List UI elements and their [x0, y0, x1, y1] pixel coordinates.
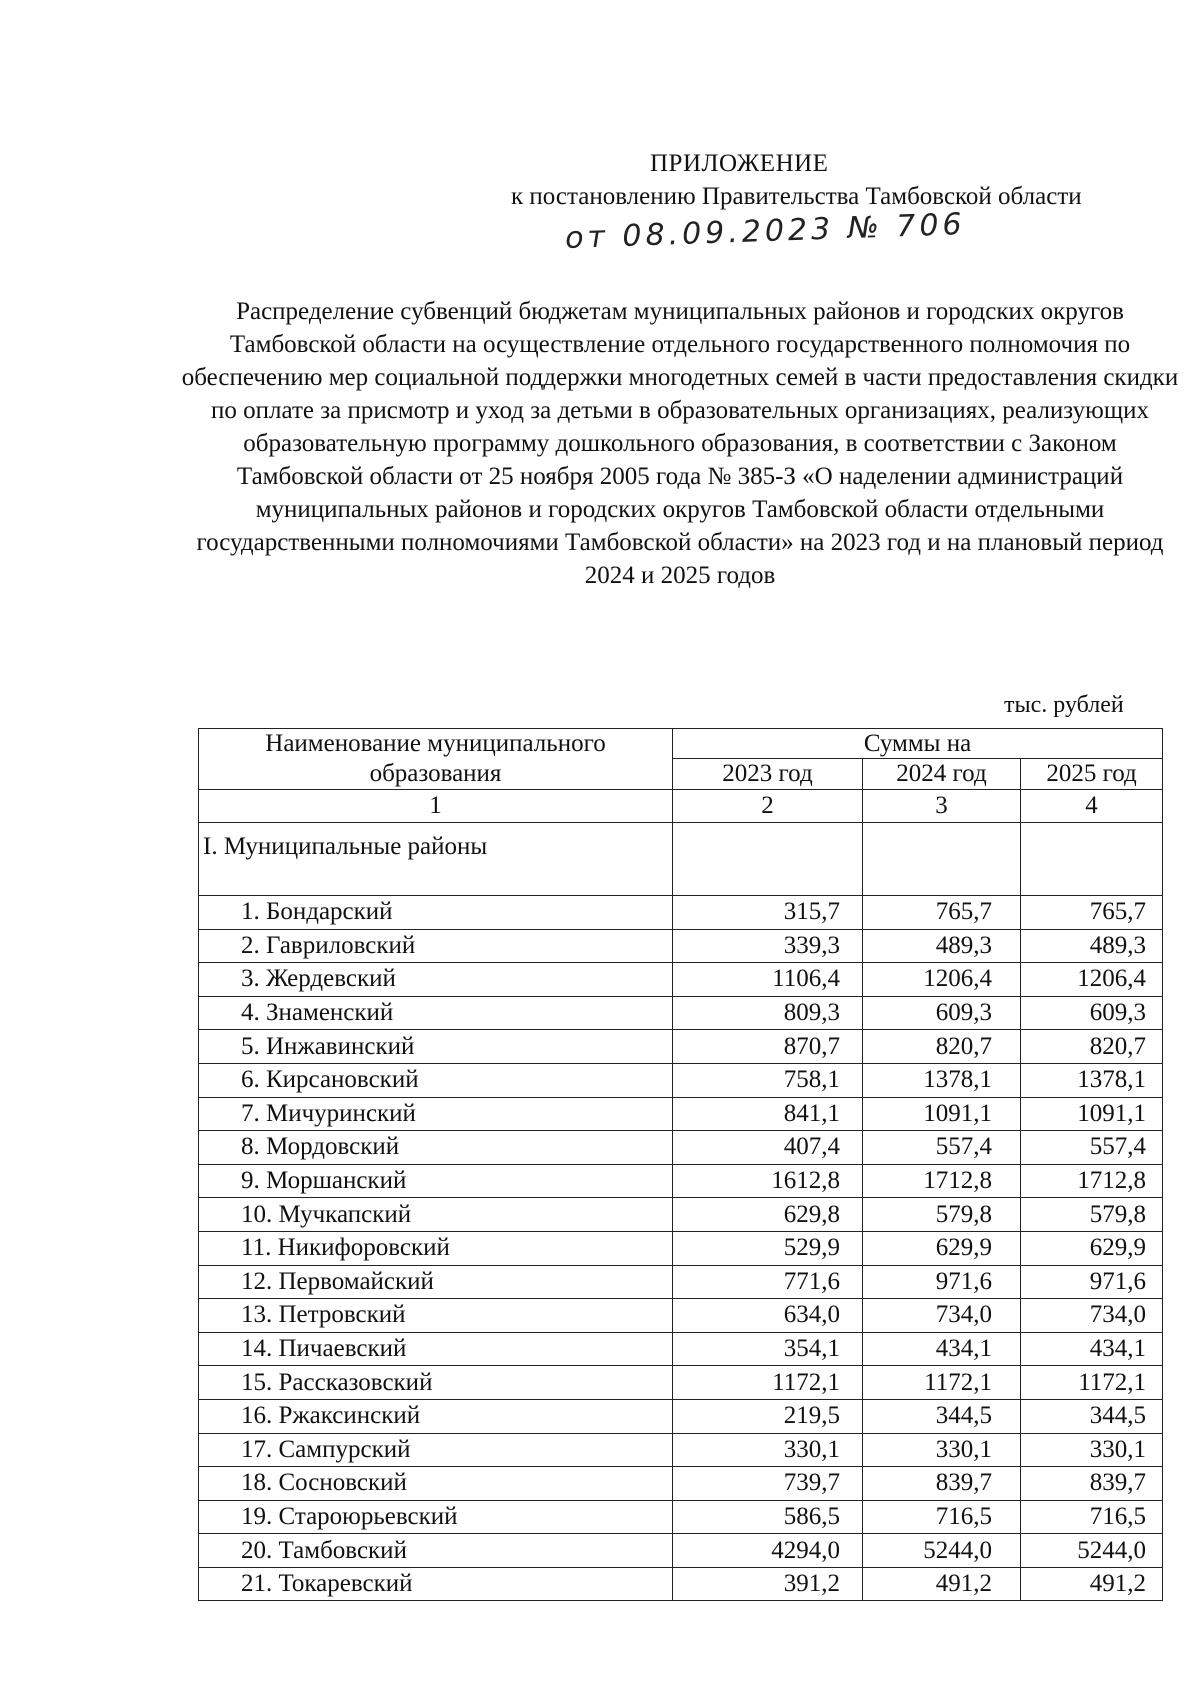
units-label: тыс. рублей: [1004, 692, 1124, 718]
appendix-title: ПРИЛОЖЕНИЕ: [650, 150, 829, 177]
column-header-sums: Суммы на: [673, 729, 1163, 759]
column-number-1: 1: [199, 790, 673, 823]
table-row: [199, 1534, 1163, 1568]
row-value-2024: 344,5: [863, 1399, 1021, 1433]
row-name: 19. Староюрьевский: [199, 1500, 673, 1534]
table-row: [199, 996, 1163, 1030]
row-value-2024: 820,7: [863, 1030, 1021, 1064]
row-value-2024: 489,3: [863, 929, 1021, 963]
table-row: [199, 1332, 1163, 1366]
row-name: 2. Гавриловский: [199, 929, 673, 963]
row-value-2023: 354,1: [673, 1332, 863, 1366]
row-value-2024: 579,8: [863, 1198, 1021, 1232]
table-row: [199, 1131, 1163, 1165]
table-row: [199, 1299, 1163, 1333]
distribution-table: [198, 728, 1163, 1601]
row-name: 14. Пичаевский: [199, 1332, 673, 1366]
table-row: [199, 963, 1163, 997]
row-name: 12. Первомайский: [199, 1265, 673, 1299]
row-value-2024: 716,5: [863, 1500, 1021, 1534]
row-value-2024: 491,2: [863, 1567, 1021, 1601]
row-value-2025: 1172,1: [1021, 1366, 1163, 1400]
row-name: 10. Мучкапский: [199, 1198, 673, 1232]
row-value-2023: 529,9: [673, 1231, 863, 1265]
row-name: 13. Петровский: [199, 1299, 673, 1333]
row-name: 7. Мичуринский: [199, 1097, 673, 1131]
row-value-2023: 1106,4: [673, 963, 863, 997]
row-value-2023: 739,7: [673, 1467, 863, 1501]
row-name: 5. Инжавинский: [199, 1030, 673, 1064]
row-value-2023: 771,6: [673, 1265, 863, 1299]
row-value-2023: 1612,8: [673, 1164, 863, 1198]
row-value-2025: 330,1: [1021, 1433, 1163, 1467]
row-value-2024: 557,4: [863, 1131, 1021, 1165]
table-row: [199, 1063, 1163, 1097]
row-value-2023: 758,1: [673, 1063, 863, 1097]
row-value-2025: 716,5: [1021, 1500, 1163, 1534]
row-value-2025: 971,6: [1021, 1265, 1163, 1299]
table-row: [199, 1399, 1163, 1433]
row-value-2023: 330,1: [673, 1433, 863, 1467]
row-value-2023: 634,0: [673, 1299, 863, 1333]
table-row: [199, 1265, 1163, 1299]
row-value-2024: 839,7: [863, 1467, 1021, 1501]
row-name: 6. Кирсановский: [199, 1063, 673, 1097]
row-value-2024: 330,1: [863, 1433, 1021, 1467]
row-name: 9. Моршанский: [199, 1164, 673, 1198]
row-name: 15. Рассказовский: [199, 1366, 673, 1400]
row-value-2023: 219,5: [673, 1399, 863, 1433]
row-value-2025: 734,0: [1021, 1299, 1163, 1333]
row-value-2024: 1378,1: [863, 1063, 1021, 1097]
row-value-2024: 629,9: [863, 1231, 1021, 1265]
row-value-2024: 434,1: [863, 1332, 1021, 1366]
row-value-2024: 765,7: [863, 896, 1021, 930]
row-value-2024: 1091,1: [863, 1097, 1021, 1131]
row-value-2023: 407,4: [673, 1131, 863, 1165]
row-value-2025: 1378,1: [1021, 1063, 1163, 1097]
row-value-2025: 5244,0: [1021, 1534, 1163, 1568]
table-row: [199, 1231, 1163, 1265]
row-value-2023: 1172,1: [673, 1366, 863, 1400]
row-name: 20. Тамбовский: [199, 1534, 673, 1568]
row-value-2025: 491,2: [1021, 1567, 1163, 1601]
row-name: 16. Ржаксинский: [199, 1399, 673, 1433]
table-row: [199, 896, 1163, 930]
row-name: 3. Жердевский: [199, 963, 673, 997]
row-value-2023: 809,3: [673, 996, 863, 1030]
document-heading: Распределение субвенций бюджетам муниципальных районов и городских округов Тамбовской области на осуществление отдельного государственного полномочия по обеспечению мер социальной поддержки многодетных семей в части предоставления скидки по оплате за присмотр и уход за детьми в образовательных организациях, реализующих образовательную программу дошкольного образования, в соответствии с Законом Тамбовской области от 25 ноября 2005 года № 385-З «О наделении администраций муниципальных районов и городских округов Тамбовской области отдельными государственными полномочиями Тамбовской области» на 2023 год и на плановый период 2024 и 2025 годов: [181, 298, 1179, 589]
row-value-2024: 1206,4: [863, 963, 1021, 997]
column-header-name: Наименование муниципального образования: [199, 729, 673, 790]
handwritten-date-number: от 08.09.2023 № 706: [564, 207, 967, 256]
table-row: [199, 1097, 1163, 1131]
row-name: 8. Мордовский: [199, 1131, 673, 1165]
row-name: 17. Сампурский: [199, 1433, 673, 1467]
table-row: [199, 1164, 1163, 1198]
column-number-2: 2: [673, 790, 863, 823]
table-row: [199, 929, 1163, 963]
row-value-2024: 971,6: [863, 1265, 1021, 1299]
row-value-2023: 629,8: [673, 1198, 863, 1232]
section-row: [199, 823, 1163, 896]
table-row: [199, 1366, 1163, 1400]
row-value-2025: 609,3: [1021, 996, 1163, 1030]
table-row: [199, 1030, 1163, 1064]
row-value-2023: 586,5: [673, 1500, 863, 1534]
row-value-2025: 765,7: [1021, 896, 1163, 930]
row-value-2023: 315,7: [673, 896, 863, 930]
table-row: [199, 1567, 1163, 1601]
row-value-2024: 1712,8: [863, 1164, 1021, 1198]
row-value-2023: 339,3: [673, 929, 863, 963]
row-value-2025: 1091,1: [1021, 1097, 1163, 1131]
row-name: 4. Знаменский: [199, 996, 673, 1030]
table-row: [199, 1467, 1163, 1501]
row-value-2025: 839,7: [1021, 1467, 1163, 1501]
column-header-2025: 2025 год: [1021, 759, 1163, 790]
row-value-2023: 4294,0: [673, 1534, 863, 1568]
appendix-reference: к постановлению Правительства Тамбовской области: [511, 183, 1082, 210]
table-row: [199, 1433, 1163, 1467]
row-value-2025: 489,3: [1021, 929, 1163, 963]
row-name: 11. Никифоровский: [199, 1231, 673, 1265]
column-number-3: 3: [863, 790, 1021, 823]
row-value-2025: 579,8: [1021, 1198, 1163, 1232]
row-name: 1. Бондарский: [199, 896, 673, 930]
row-value-2025: 1206,4: [1021, 963, 1163, 997]
row-value-2025: 629,9: [1021, 1231, 1163, 1265]
row-value-2025: 557,4: [1021, 1131, 1163, 1165]
table-row: [199, 1500, 1163, 1534]
column-number-4: 4: [1021, 790, 1163, 823]
row-value-2024: 734,0: [863, 1299, 1021, 1333]
row-value-2024: 5244,0: [863, 1534, 1021, 1568]
column-header-2023: 2023 год: [673, 759, 863, 790]
row-name: 18. Сосновский: [199, 1467, 673, 1501]
row-value-2024: 1172,1: [863, 1366, 1021, 1400]
column-header-2024: 2024 год: [863, 759, 1021, 790]
row-value-2025: 434,1: [1021, 1332, 1163, 1366]
row-name: 21. Токаревский: [199, 1567, 673, 1601]
row-value-2023: 391,2: [673, 1567, 863, 1601]
row-value-2024: 609,3: [863, 996, 1021, 1030]
section-label: I. Муниципальные районы: [199, 823, 673, 896]
row-value-2023: 870,7: [673, 1030, 863, 1064]
row-value-2025: 820,7: [1021, 1030, 1163, 1064]
row-value-2025: 344,5: [1021, 1399, 1163, 1433]
table-row: [199, 1198, 1163, 1232]
row-value-2025: 1712,8: [1021, 1164, 1163, 1198]
row-value-2023: 841,1: [673, 1097, 863, 1131]
